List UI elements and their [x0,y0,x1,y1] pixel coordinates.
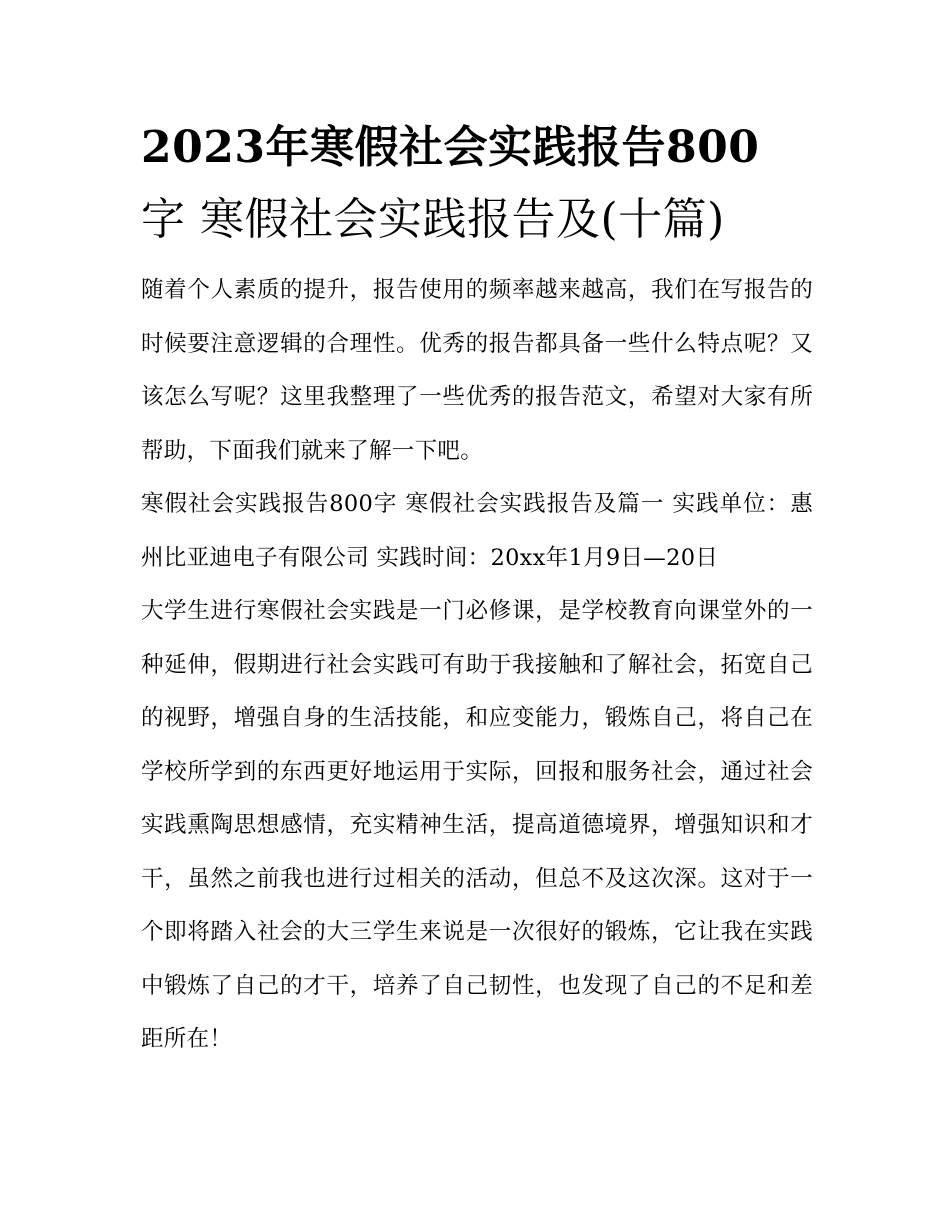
body-paragraph: 大学生进行寒假社会实践是一门必修课，是学校教育向课堂外的一种延伸，假期进行社会实践可有助于我接触和了解社会，拓宽自己的视野，增强自身的生活技能，和应变能力，锻炼自己，将自己在学校所学到的东西更好地运用于实际，回报和服务社会，通过社会实践熏陶思想感情，充实精神生活，提高道德境界，增强知识和才干，虽然之前我也进行过相关的活动，但总不及这次深。这对于一个即将踏入社会的大三学生来说是一次很好的锻炼，它让我在实践中锻炼了自己的才干，培养了自己韧性，也发现了自己的不足和差距所在！ [141,598,813,1052]
document-body [141,112,813,1067]
title-line-2: 字 寒假社会实践报告及(十篇) [141,194,725,245]
document-title [141,112,813,256]
section-heading-paragraph: 寒假社会实践报告800字 寒假社会实践报告及篇一 实践单位：惠州比亚迪电子有限公司 实践时间：20xx年1月9日—20日 [141,491,813,571]
intro-paragraph: 随着个人素质的提升，报告使用的频率越来越高，我们在写报告的时候要注意逻辑的合理性。优秀的报告都具备一些什么特点呢？又该怎么写呢？这里我整理了一些优秀的报告范文，希望对大家有所帮助，下面我们就来了解一下吧。 [141,277,813,464]
title-line-1: 2023年寒假社会实践报告800 [141,122,760,173]
